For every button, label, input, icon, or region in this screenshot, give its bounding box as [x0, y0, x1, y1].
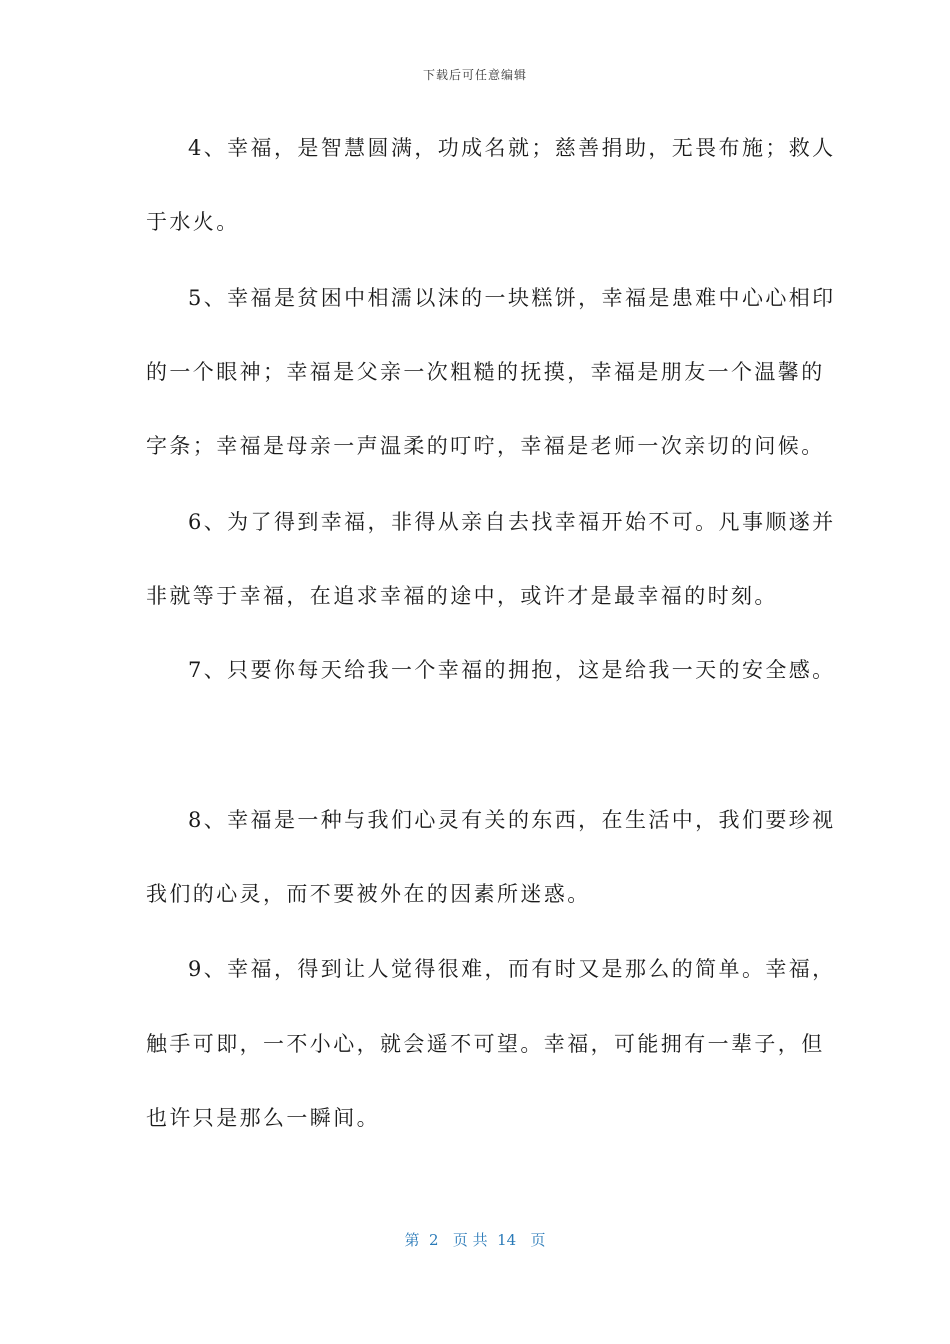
paragraph-5-line-2: 的一个眼神；幸福是父亲一次粗糙的抚摸，幸福是朋友一个温馨的	[146, 360, 825, 384]
header-note: 下载后可任意编辑	[422, 68, 527, 82]
paragraph-9-line-2: 触手可即，一不小心，就会遥不可望。幸福，可能拥有一辈子，但	[146, 1032, 825, 1056]
page-number-footer: 第 2 页 共 14 页	[404, 1231, 546, 1249]
paragraph-6-line-2: 非就等于幸福，在追求幸福的途中，或许才是最幸福的时刻。	[146, 584, 778, 608]
paragraph-9-line-3: 也许只是那么一瞬间。	[146, 1106, 380, 1130]
paragraph-6-line-1: 6、为了得到幸福，非得从亲自去找幸福开始不可。凡事顺遂并	[188, 510, 836, 534]
paragraph-8-line-2: 我们的心灵，而不要被外在的因素所迷惑。	[146, 882, 591, 906]
paragraph-5-line-3: 字条；幸福是母亲一声温柔的叮咛，幸福是老师一次亲切的问候。	[146, 434, 825, 458]
paragraph-4-line-2: 于水火。	[146, 210, 240, 234]
paragraph-5-line-1: 5、幸福是贫困中相濡以沫的一块糕饼，幸福是患难中心心相印	[188, 286, 836, 310]
paragraph-7-line-1: 7、只要你每天给我一个幸福的拥抱，这是给我一天的安全感。	[188, 658, 836, 682]
paragraph-9-line-1: 9、幸福，得到让人觉得很难，而有时又是那么的简单。幸福，	[188, 957, 836, 981]
paragraph-4-line-1: 4、幸福，是智慧圆满，功成名就；慈善捐助，无畏布施；救人	[188, 136, 836, 160]
paragraph-8-line-1: 8、幸福是一种与我们心灵有关的东西，在生活中，我们要珍视	[188, 808, 836, 832]
